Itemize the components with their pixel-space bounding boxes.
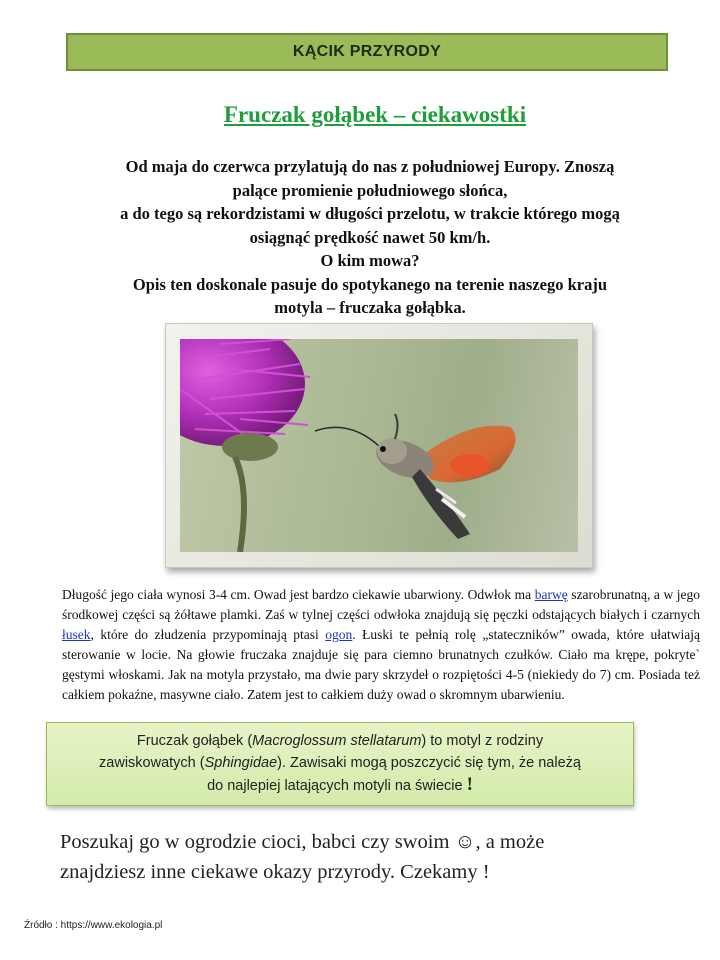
intro-paragraph: [80, 155, 660, 320]
photo-frame: [165, 323, 593, 568]
info-text: ). Zawisaki mogą poszczycić się tym, że należą: [277, 755, 581, 771]
body-text-part: , które do złudzenia przypominają ptasi: [90, 627, 326, 642]
moth-proboscis: [315, 427, 380, 447]
body-text-part: . Łuski te pełnią rolę „stateczników” owada, które ułatwiają sterowanie w locie. Na głowie fruczaka znajduje się para ciemno brunatnych czułków. Ciało ma krępe, pokryte` gęstymi włoskami. Jak na motyla przystało, ma dwie pary skrzydeł o rozpiętości 4-5 (niekiedy do 7) cm. Posiada też całkiem pokaźne, masywne ciało. Zatem jest to całkiem duży owad o skromnym ubarwieniu.: [62, 627, 700, 702]
info-text: ) to motyl z rodziny: [421, 733, 544, 749]
info-text: zawiskowatych (: [99, 755, 205, 771]
description-paragraph: [62, 585, 700, 705]
intro-line: a do tego są rekordzistami w długości przelotu, w trakcie którego mogą: [120, 204, 620, 223]
page-title: Fruczak gołąbek – ciekawostki: [223, 102, 527, 127]
intro-line: palące promienie południowego słońca,: [232, 180, 508, 200]
info-line-3: [47, 774, 633, 797]
source-note: Źródło : https://www.ekologia.pl: [24, 920, 163, 931]
link-barwe[interactable]: barwę: [534, 587, 568, 602]
call-line-2: znajdziesz inne ciekawe okazy przyrody. Czekamy !: [60, 861, 490, 883]
info-line-2: [47, 752, 633, 774]
intro-line: Opis ten doskonale pasuje do spotykanego na terenie naszego kraju: [132, 274, 608, 294]
thistle-flower: [180, 339, 310, 552]
latin-name: Macroglossum stellatarum: [252, 733, 422, 749]
body-text-part: Długość jego ciała wynosi 3-4 cm. Owad jest bardzo ciekawie ubarwiony. Odwłok ma: [62, 587, 535, 602]
link-ogon[interactable]: ogon: [325, 627, 353, 642]
call-to-action: [60, 827, 680, 887]
call-line-1: Poszukaj go w ogrodzie cioci, babci czy swoim ☺, a może: [60, 831, 545, 853]
info-line-1: [47, 730, 633, 752]
link-lusek[interactable]: łusek: [62, 627, 91, 642]
intro-line: O kim mowa?: [320, 251, 420, 270]
intro-line: Od maja do czerwca przylatują do nas z południowej Europy. Znoszą: [125, 157, 615, 176]
latin-family-name: Sphingidae: [204, 755, 278, 771]
section-header-label: KĄCIK PRZYRODY: [292, 43, 442, 60]
info-text: Fruczak gołąbek (: [136, 733, 253, 749]
body-text-part: szarobrunatną, a w jego środkowej części są żółtawe plamki. Zaś w tylnej części odwłoka znajdują się pęczki odstających białych i czarnych: [62, 587, 700, 622]
moth-illustration: [180, 339, 578, 552]
info-box: [46, 722, 634, 806]
hummingbird-hawk-moth-photo: [180, 339, 578, 552]
exclamation-mark: !: [466, 774, 473, 795]
intro-line: osiągnąć prędkość nawet 50 km/h.: [249, 227, 491, 247]
info-text: do najlepiej latających motyli na świecie: [207, 778, 467, 794]
section-header: [66, 33, 668, 71]
intro-line: motyla – fruczaka gołąbka.: [274, 298, 466, 317]
